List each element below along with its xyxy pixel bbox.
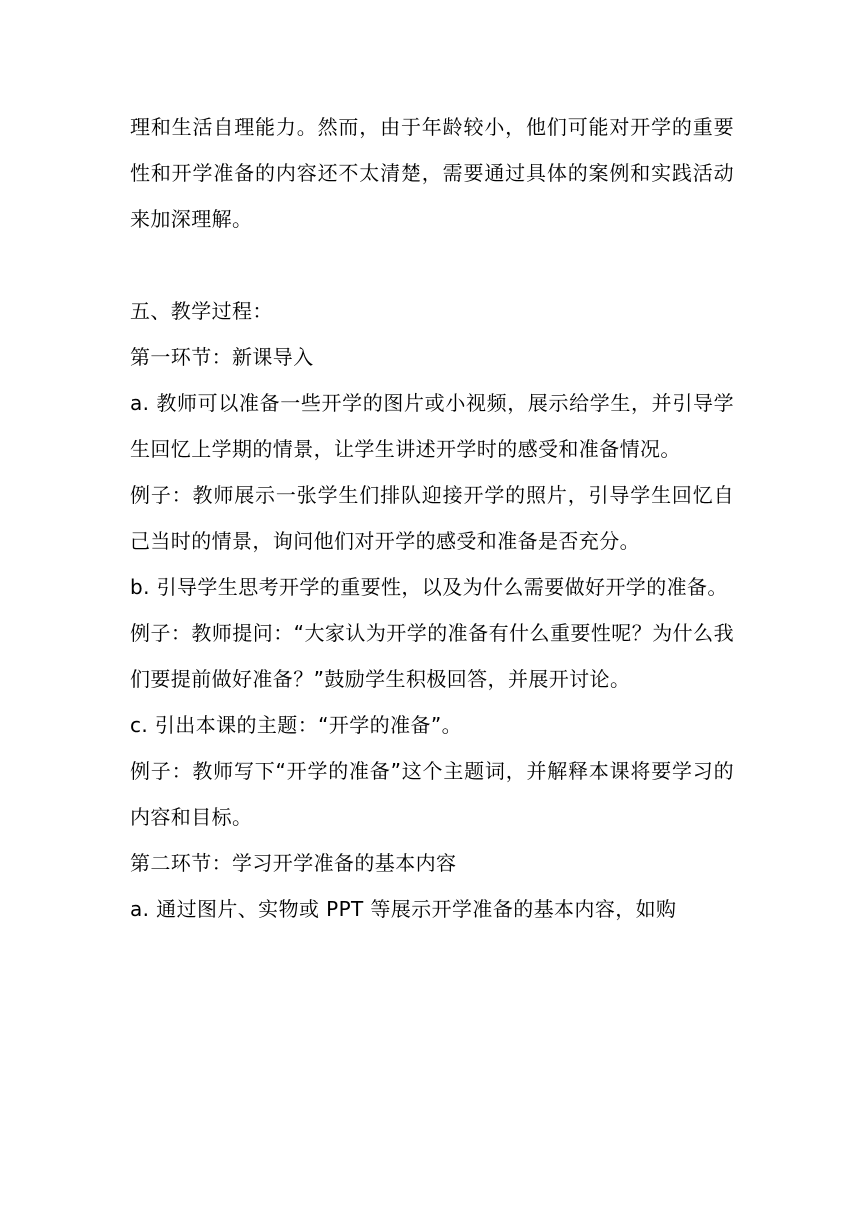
list-item-a: a. 教师可以准备一些开学的图片或小视频，展示给学生，并引导学生回忆上学期的情景，让学生讲述开学时的感受和准备情况。 bbox=[130, 391, 734, 461]
example-paragraph-2: 例子：教师提问：“大家认为开学的准备有什么重要性呢？为什么我们要提前做好准备？”鼓励学生积极回答，并展开讨论。 bbox=[130, 621, 734, 691]
section-heading-teaching-process: 五、教学过程： bbox=[130, 299, 273, 323]
example-paragraph-1: 例子：教师展示一张学生们排队迎接开学的照片，引导学生回忆自己当时的情景，询问他们对开学的感受和准备是否充分。 bbox=[130, 483, 734, 553]
paragraph-intro-continuation: 理和生活自理能力。然而，由于年龄较小，他们可能对开学的重要性和开学准备的内容还不太清楚，需要通过具体的案例和实践活动来加深理解。 bbox=[130, 115, 734, 231]
list-item-a-2: a. 通过图片、实物或 PPT 等展示开学准备的基本内容，如购 bbox=[130, 897, 677, 921]
paragraph-spacer bbox=[130, 242, 734, 288]
stage-heading-1: 第一环节：新课导入 bbox=[130, 345, 314, 369]
stage-heading-2: 第二环节：学习开学准备的基本内容 bbox=[130, 851, 457, 875]
list-item-b: b. 引导学生思考开学的重要性，以及为什么需要做好开学的准备。 bbox=[130, 575, 728, 599]
list-item-c: c. 引出本课的主题：“开学的准备”。 bbox=[130, 713, 463, 737]
example-paragraph-3: 例子：教师写下“开学的准备”这个主题词，并解释本课将要学习的内容和目标。 bbox=[130, 759, 734, 829]
document-body bbox=[130, 104, 734, 932]
